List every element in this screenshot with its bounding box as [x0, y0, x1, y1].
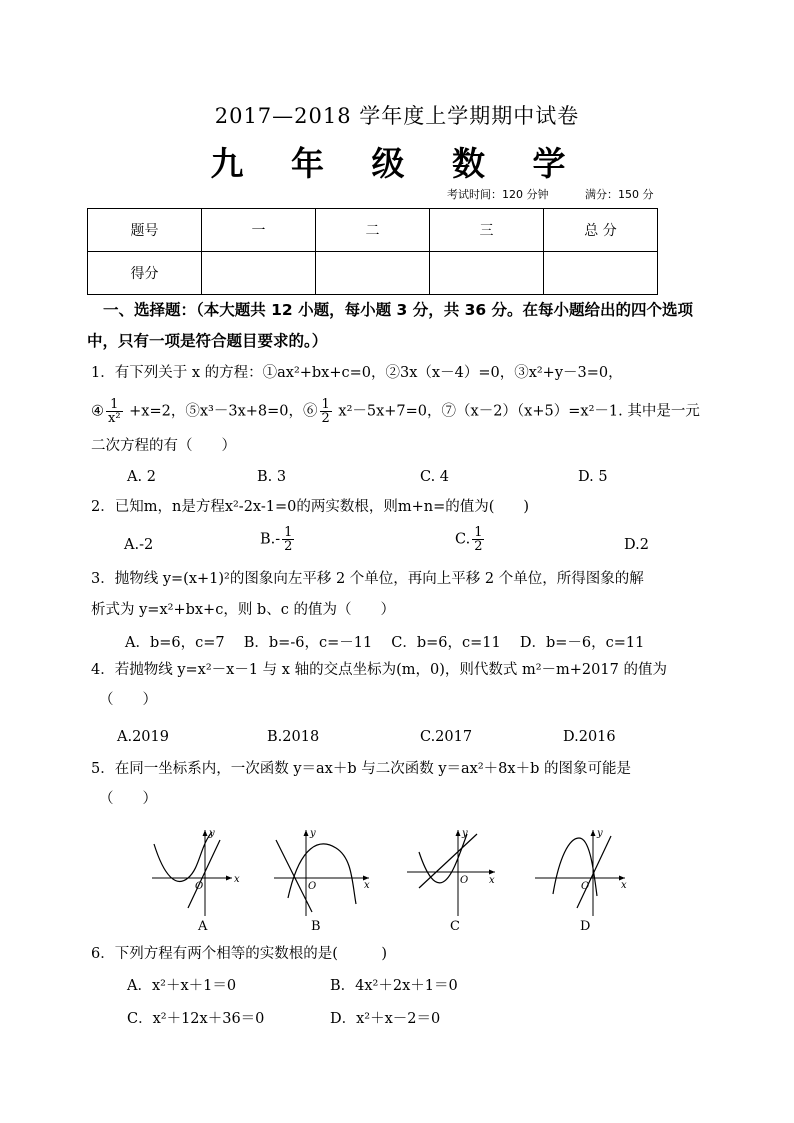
q1-line2 — [91, 398, 700, 425]
table-header-cell: 一 — [202, 209, 316, 252]
q1-fraction-2 — [320, 398, 332, 425]
origin-label: O — [581, 881, 590, 892]
q4-option-d[interactable]: D.2016 — [563, 729, 616, 745]
linear-line — [577, 836, 611, 908]
frac-den: 2 — [321, 411, 330, 426]
score-cell[interactable] — [316, 252, 430, 295]
q4-line2: （ ） — [99, 692, 157, 708]
q6-option-b[interactable]: B．4x²＋2x＋1＝0 — [330, 978, 458, 994]
q1-l2-a: ④ — [91, 403, 104, 420]
table-header-cell: 总 分 — [544, 209, 658, 252]
linear-line — [188, 840, 220, 908]
x-axis-arrow — [489, 870, 495, 875]
q5-graph-label-b: B — [311, 919, 321, 934]
table-row — [88, 252, 658, 295]
table-row — [88, 209, 658, 252]
q4-option-a[interactable]: A.2019 — [117, 729, 169, 745]
q6-stem: 6．下列方程有两个相等的实数根的是( ) — [91, 946, 388, 962]
q5-graph-b[interactable] — [272, 826, 372, 921]
section1-title: 一、选择题：（本大题共 12 小题，每小题 3 分，共 36 分。在每小题给出的四个选项 — [103, 301, 694, 319]
q6-option-a[interactable]: A．x²＋x＋1＝0 — [127, 978, 237, 994]
score-row-label: 得分 — [88, 252, 202, 295]
y-axis-arrow — [304, 830, 309, 836]
x-axis-label: x — [489, 875, 495, 886]
q5-graph-label-c: C — [450, 919, 460, 934]
exam-header-title: 2017—2018 学年度上学期期中试卷 — [214, 104, 580, 128]
x-axis-label: x — [234, 874, 240, 885]
linear-line — [276, 840, 312, 912]
q2-option-d[interactable]: D.2 — [624, 537, 649, 553]
x-axis-label: x — [364, 880, 370, 891]
q2-option-c-fraction — [472, 526, 484, 553]
q2-option-b-fraction — [282, 526, 294, 553]
score-table — [87, 208, 658, 295]
origin-label: O — [195, 881, 204, 892]
y-axis-label: y — [209, 828, 215, 839]
parabola-curve — [154, 832, 212, 881]
x-axis-label: x — [621, 880, 627, 891]
frac-num: 1 — [106, 398, 123, 412]
q1-option-b[interactable]: B. 3 — [257, 469, 287, 485]
q2-option-a[interactable]: A.-2 — [124, 537, 154, 553]
q1-line3: 二次方程的有（ ） — [91, 438, 236, 454]
frac-den: 2 — [474, 539, 483, 554]
subject-title: 九 年 级 数 学 — [210, 144, 584, 183]
q5-line2: （ ） — [99, 791, 157, 807]
y-axis-arrow — [456, 830, 461, 836]
table-header-cell: 二 — [316, 209, 430, 252]
q5-graph-label-a: A — [198, 919, 208, 934]
score-cell[interactable] — [430, 252, 544, 295]
q1-option-c[interactable]: C. 4 — [420, 469, 450, 485]
q3-line2: 析式为 y=x²+bx+c，则 b、c 的值为（ ） — [91, 602, 395, 618]
x-axis-arrow — [226, 876, 232, 881]
linear-line — [419, 834, 477, 888]
frac-num: 1 — [284, 525, 293, 540]
table-header-cell: 题号 — [88, 209, 202, 252]
q2-option-b-prefix: B.- — [260, 531, 281, 548]
frac-den: x² — [108, 411, 121, 426]
q5-line1: 5．在同一坐标系内，一次函数 y＝ax＋b 与二次函数 y＝ax²＋8x＋b 的图象可能是 — [91, 761, 631, 777]
q5-graph-d[interactable] — [533, 826, 633, 921]
q1-l2-c: x²－5x+7=0，⑦（x－2）（x+5）=x²－1. 其中是一元 — [333, 403, 700, 420]
q2-stem: 2．已知m，n是方程x²-2x-1=0的两实数根，则m+n=的值为( ) — [91, 499, 530, 515]
q6-option-c[interactable]: C．x²＋12x＋36＝0 — [127, 1011, 265, 1027]
q1-l2-b: +x=2，⑤x³－3x+8=0，⑥ — [124, 403, 318, 420]
q1-fraction-1 — [106, 398, 123, 425]
q5-graph-a[interactable] — [150, 826, 250, 921]
section1-title-cont: 中，只有一项是符合题目要求的。） — [87, 332, 328, 350]
q3-line1: 3．抛物线 y=(x+1)²的图象向左平移 2 个单位，再向上平移 2 个单位，所得图象的解 — [91, 571, 644, 587]
q4-option-b[interactable]: B.2018 — [267, 729, 320, 745]
frac-den: 2 — [284, 539, 293, 554]
y-axis-arrow — [591, 830, 596, 836]
q4-line1: 4．若抛物线 y=x²－x－1 与 x 轴的交点坐标为(m，0)，则代数式 m²－m+2017 的值为 — [91, 662, 667, 678]
exam-time: 考试时间：120 分钟 — [447, 188, 549, 201]
y-axis-label: y — [462, 828, 468, 839]
q5-graph-label-d: D — [580, 919, 591, 934]
y-axis-label: y — [310, 828, 316, 839]
full-score: 满分：150 分 — [585, 188, 654, 201]
origin-label: O — [308, 881, 317, 892]
q1-option-d[interactable]: D. 5 — [578, 469, 608, 485]
parabola-curve — [288, 844, 356, 904]
y-axis-label: y — [597, 828, 603, 839]
q4-option-c[interactable]: C.2017 — [420, 729, 473, 745]
table-header-cell: 三 — [430, 209, 544, 252]
score-cell[interactable] — [544, 252, 658, 295]
q1-option-a[interactable]: A. 2 — [127, 469, 156, 485]
frac-num: 1 — [321, 397, 330, 412]
score-cell[interactable] — [202, 252, 316, 295]
q6-option-d[interactable]: D．x²＋x－2＝0 — [330, 1011, 441, 1027]
q3-options[interactable]: A．b=6，c=7 B．b=-6，c=－11 C．b=6，c=11 D．b=－6，c=11 — [125, 635, 645, 651]
q5-graph-c[interactable] — [405, 826, 505, 921]
parabola-curve — [553, 838, 597, 896]
q2-option-b[interactable] — [260, 526, 296, 553]
frac-num: 1 — [474, 525, 483, 540]
q1-line1: 1．有下列关于 x 的方程：①ax²+bx+c=0，②3x（x－4）=0，③x²+y－3=0， — [91, 365, 623, 381]
q2-option-c-prefix: C. — [455, 531, 471, 548]
q2-option-c[interactable] — [455, 526, 486, 553]
y-axis-arrow — [203, 830, 208, 836]
origin-label: O — [460, 875, 469, 886]
